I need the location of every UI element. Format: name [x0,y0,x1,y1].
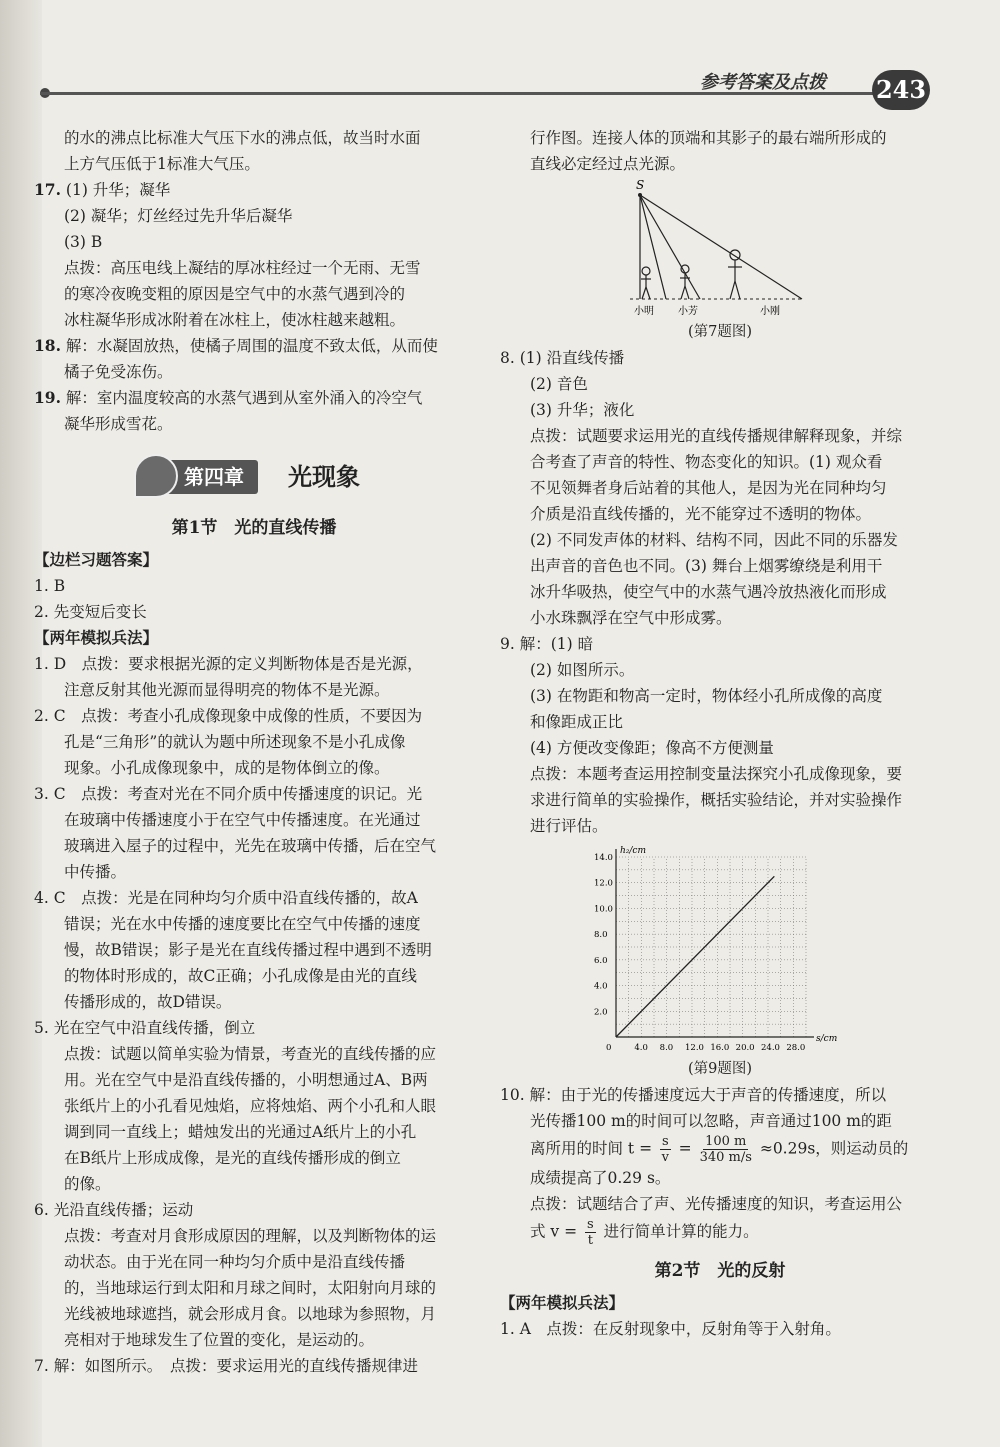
text-line: 用。光在空气中是沿直线传播的，小明想通过A、B两 [64,1071,428,1089]
text-line: 点拨：试题要求运用光的直线传播规律解释现象，并综 [530,427,903,445]
answer-line: 和像距成正比 [530,713,624,731]
series-line [616,876,774,1037]
formula-line: 离所用的时间 t = $\frac{s}{v}$ = $\frac{100 m}{340 m/s}$ ≈0.29s，则运动员的 [530,1134,909,1165]
text-line: 1. D 点拨：要求根据光源的定义判断物体是否是光源， [34,655,423,673]
y-tick-label: 8.0 [594,930,608,941]
answer-item [34,1015,474,1197]
text-line: 张纸片上的小孔看见烛焰，应将烛焰、两个小孔和人眼 [64,1097,437,1115]
text-line: 动状态。由于光在同一种均匀介质中是沿直线传播 [64,1253,406,1271]
person-label: 小刚 [760,306,780,317]
text-line: 亮相对于地球发生了位置的变化，是运动的。 [64,1331,375,1349]
question-number: 19. [34,388,61,407]
answer-line: (4) 方便改变像距；像高不方便测量 [530,739,774,757]
x-tick-label: 20.0 [735,1043,755,1053]
figure-9-chart [580,841,838,1056]
figure-7-diagram [630,179,830,319]
answer-line: (2) 如图所示。 [530,661,635,679]
question-number: 17. [34,180,61,199]
leaf-icon [134,454,178,498]
text-line: 解：水凝固放热，使橘子周围的温度不致太低，从而使 [65,337,438,355]
text-line: 合考查了声音的特性、物态变化的知识。(1) 观众看 [530,453,883,471]
section-title: 第2节 光的反射 [654,1261,786,1281]
answer-line: 10. 解：由于光的传播速度远大于声音的传播速度，所以 [500,1086,887,1104]
answer-line: 9. 解：(1) 暗 [500,635,594,653]
text-line: 的物体时形成的，故C正确；小孔成像是由光的直线 [64,967,417,985]
text-line: 现象。小孔成像现象中，成的是物体倒立的像。 [64,759,390,777]
text-line: 点拨：本题考查运用控制变量法探究小孔成像现象，要 [530,765,903,783]
fraction: $\frac{100 m}{340 m/s}$ [699,1134,752,1165]
answer-item [34,781,474,885]
y-tick-label: 4.0 [594,981,608,992]
subsection-label: 【两年模拟兵法】 [500,1293,625,1312]
text-line: 调到同一直线上；蜡烛发出的光通过A纸片上的小孔 [64,1123,417,1141]
answer-item [34,885,474,1015]
x-axis-label: s/cm [816,1034,838,1044]
text-line: 中传播。 [64,863,127,881]
light-ray [640,195,666,299]
answer-item [34,1353,474,1379]
text-line: (3) B [64,233,103,251]
figure-caption: (第7题图) [687,324,753,340]
y-tick-label: 10.0 [594,904,613,915]
tip-line: 点拨：高压电线上凝结的厚冰柱经过一个无雨、无雪 [64,259,421,277]
text-line: 6. 光沿直线传播；运动 [34,1201,194,1219]
text-line: 求进行简单的实验操作，概括实验结论，并对实验操作 [530,791,903,809]
tip-line: 点拨：试题结合了声、光传播速度的知识，考查运用公 [530,1195,903,1213]
text-line: 行作图。连接人体的顶端和其影子的最右端所形成的 [530,129,887,147]
answer-line: 1. A 点拨：在反射现象中，反射角等于入射角。 [500,1320,841,1338]
text-line: (2) 凝华；灯丝经过先升华后凝华 [64,207,293,225]
text-line: 的水的沸点比标准大气压下水的沸点低，故当时水面 [64,129,421,147]
answer-line: 1. B [34,577,66,595]
text-line: 3. C 点拨：考查对光在不同介质中传播速度的识记。光 [34,785,423,803]
person-figure [680,265,690,299]
text-line: 点拨：试题以简单实验为情景，考查光的直线传播的应 [64,1045,437,1063]
x-tick-label: 4.0 [634,1043,648,1053]
chapter-badge: 第四章 [148,460,258,494]
x-tick-label: 24.0 [761,1043,780,1053]
page-number: 243 [872,70,930,110]
text-line: 的，当地球运行到太阳和月球之间时，太阳射向月球的 [64,1279,437,1297]
tip-block [500,761,940,839]
text-line: (1) 升华；凝华 [65,181,171,199]
text-line: 4. C 点拨：光是在同种均匀介质中沿直线传播的，故A [34,889,418,907]
answer-line: 8. (1) 沿直线传播 [500,349,625,367]
y-tick-label: 2.0 [594,1007,608,1018]
text-line: 7. 解：如图所示。 点拨：要求运用光的直线传播规律进 [34,1357,418,1375]
light-ray [640,195,700,299]
x-tick-label: 8.0 [659,1043,674,1053]
answer-line: (2) 音色 [530,375,588,393]
text-line: (2) 不同发声体的材料、结构不同，因此不同的乐器发 [530,531,898,549]
answer-item [34,1197,474,1353]
text-line: 错误；光在水中传播的速度要比在空气中传播的速度 [64,915,421,933]
y-tick-label: 6.0 [594,955,608,966]
y-tick-label: 14.0 [594,853,613,863]
answer-item [34,651,474,703]
text-line: 凝华形成雪花。 [64,415,173,433]
text-line: 在玻璃中传播速度小于在空气中传播速度。在光通过 [64,811,421,829]
y-tick-label: 12.0 [594,878,613,889]
answer-line: 2. 先变短后变长 [34,603,147,621]
section-title: 第1节 光的直线传播 [171,518,337,538]
text-line: 慢，故B错误；影子是光在直线传播过程中遇到不透明 [64,941,432,959]
text-line: 不见领舞者身后站着的其他人，是因为光在同种均匀 [530,479,887,497]
text-line: 点拨：考查对月食形成原因的理解，以及判断物体的运 [64,1227,437,1245]
y-axis-label: h₂/cm [620,846,647,856]
text-line: 直线必定经过点光源。 [530,155,686,173]
text-line: 橘子免受冻伤。 [64,363,173,381]
fraction: $\frac{s}{t}$ [587,1217,594,1248]
tip-line: 的寒冷夜晚变粗的原因是空气中的水蒸气遇到冷的 [64,285,406,303]
header-title: 参考答案及点拨 [700,72,826,93]
answer-list [34,651,474,1379]
x-tick-label: 0 [606,1043,612,1053]
person-figure [728,250,742,299]
text-line: 光线被地球遮挡，就会形成月食。以地球为参照物，月 [64,1305,437,1323]
tip-line: 冰柱凝华形成冰附着在冰柱上，使冰柱越来越粗。 [64,311,406,329]
text-line: 解：室内温度较高的水蒸气遇到从室外涌入的冷空气 [65,389,423,407]
left-column [34,125,474,1379]
text-line: 的像。 [64,1175,111,1193]
figure-caption: (第9题图) [687,1061,753,1077]
formula-line: 式 v = $\frac{s}{t}$ 进行简单计算的能力。 [530,1217,759,1248]
chapter-title: 光现象 [288,462,360,491]
text-line: 传播形成的，故D错误。 [64,993,232,1011]
text-line: 5. 光在空气中沿直线传播，倒立 [34,1019,256,1037]
text-line: 2. C 点拨：考查小孔成像现象中成像的性质，不要因为 [34,707,423,725]
person-label: 小明 [634,306,654,317]
answer-item [34,703,474,781]
person-label: 小芳 [678,306,698,317]
answer-line: 光传播100 m的时间可以忽略，声音通过100 m的距 [530,1112,892,1130]
fraction: $\frac{s}{v}$ [661,1134,670,1165]
x-tick-label: 16.0 [710,1043,730,1053]
light-ray [640,195,802,299]
subsection-label: 【两年模拟兵法】 [34,628,159,647]
light-source-label: S [636,178,645,192]
chapter-heading [34,449,474,505]
text-line: 注意反射其他光源而显得明亮的物体不是光源。 [64,681,390,699]
answer-line: (3) 升华；液化 [530,401,635,419]
right-column [500,125,940,1342]
text-line: 上方气压低于1标准大气压。 [64,155,260,173]
text-line: 冰升华吸热，使空气中的水蒸气遇冷放热液化而形成 [530,583,887,601]
text-line: 介质是沿直线传播的，光不能穿过不透明的物体。 [530,505,872,523]
tip-block [500,423,940,631]
x-tick-label: 12.0 [685,1043,704,1053]
x-tick-label: 28.0 [786,1043,806,1053]
person-figure [641,267,651,299]
subsection-label: 【边栏习题答案】 [34,550,159,569]
text-line: 小水珠飘浮在空气中形成雾。 [530,609,732,627]
question-number: 18. [34,336,61,355]
answer-line: (3) 在物距和物高一定时，物体经小孔所成像的高度 [530,687,883,705]
text-line: 在B纸片上形成成像，是光的直线传播形成的倒立 [64,1149,401,1167]
text-line: 玻璃进入屋子的过程中，光先在玻璃中传播，后在空气 [64,837,437,855]
text-line: 出声音的音色也不同。(3) 舞台上烟雾缭绕是利用干 [530,557,883,575]
text-line: 孔是“三角形”的就认为题中所述现象不是小孔成像 [64,733,406,751]
text-line: 进行评估。 [530,817,608,835]
answer-line: 成绩提高了0.29 s。 [530,1169,671,1187]
